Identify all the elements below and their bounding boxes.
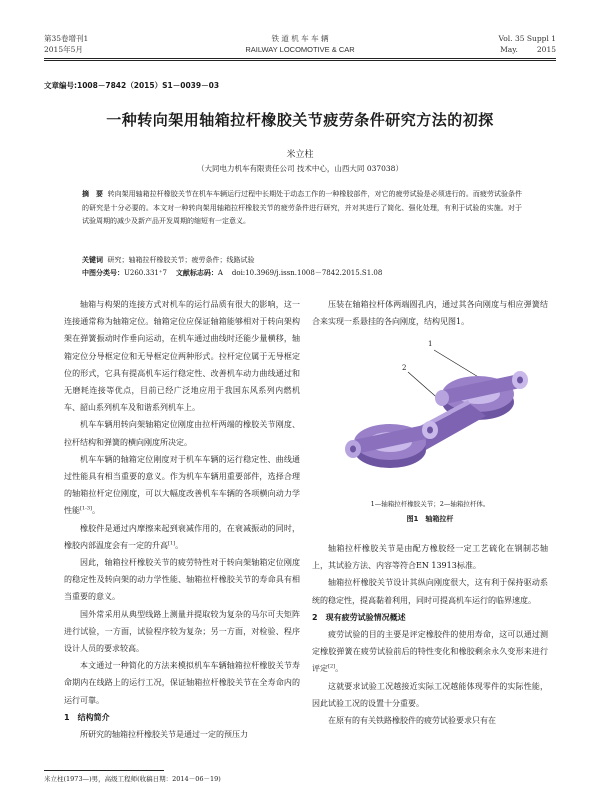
right-column-top [312,296,548,330]
abstract-text: 转向架用轴箱拉杆橡胶关节在机车车辆运行过程中长期处于动态工作的一种橡胶部件，对它的疲劳试验是必须进行的。而疲劳试验条件的研究是十分必要的。本文对一种转向架用轴箱拉杆橡胶关节的疲劳条件进行研究，并对其进行了简化、强化处理，有利于试验的实施。对于试验周期的减少及新产品开发周期的缩短有一定意义。 [82,190,523,225]
paragraph: 压装在轴箱拉杆体两端圆孔内，通过其各向刚度与相应弹簧结合来实现一系悬挂的各向刚度，结构见图1。 [312,300,548,327]
paragraph: 轴箱拉杆橡胶关节是由配方橡胶经一定工艺硫化在钢制芯轴上，其试验方法、内容等符合EN 13913标准。 [312,544,548,571]
paragraph: 轴箱拉杆橡胶关节设计其纵向刚度很大，这有利于保持驱动系统的稳定性，提高黏着利用，同时可提高机车运行的临界速度。 [312,578,548,605]
paragraph: 本文通过一种简化的方法来模拟机车车辆轴箱拉杆橡胶关节寿命期内在线路上的运行工况，保证轴箱拉杆橡胶关节在全寿命内的运行可靠。 [64,661,300,705]
paragraph-end: 。 [91,506,100,516]
abstract [82,188,522,229]
keywords-label: 关键词 [82,256,103,264]
figure-caption-title: 图1 轴箱拉杆 [406,515,454,523]
doc-code-label: 文献标志码： [175,269,218,277]
journal-volume-en: Vol. 35 Suppl 1 [498,34,556,43]
header-rule-thin [44,60,556,61]
figure-caption-parts: 1—轴箱拉杆橡胶关节；2—轴箱拉杆体。 [370,500,490,508]
paragraph: 机车车辆用转向架轴箱定位刚度由拉杆两端的橡胶关节刚度、拉杆结构和弹簧的横向刚度所决定。 [64,420,300,447]
paragraph: 在原有的有关铁路橡胶件的疲劳试验要求只有在 [328,716,496,726]
section-heading-1: 1 结构简介 [64,712,110,722]
author-affiliation: （大同电力机车有限责任公司 技术中心，山西大同 037038） [197,164,403,173]
paragraph: 国外常采用从典型线路上测量并提取较为复杂的马尔可夫矩阵进行试验，一方面，试验程序较为复杂；另一方面，对检验、程序设计人员的要求较高。 [64,609,300,654]
left-column [64,296,300,743]
axle-box-tie-rod-drawing [330,336,550,488]
journal-date-en: May. 2015 [500,45,556,54]
paper-title: 一种转向架用轴箱拉杆橡胶关节疲劳条件研究方法的初探 [106,111,494,129]
paragraph [312,626,548,678]
abstract-label: 摘 要 [82,190,104,198]
journal-name-cn: 铁 道 机 车 车 辆 [271,34,329,43]
citation: [1-3] [80,505,92,512]
footnote-rule [44,770,164,771]
keywords-text: 研究；轴箱拉杆橡胶关节；疲劳条件；线路试验 [107,256,255,264]
paragraph [64,520,300,554]
paragraph-end: 。 [175,540,184,550]
section-heading-2: 2 现有疲劳试验情况概述 [312,612,406,622]
paragraph-text: 橡胶件是通过内摩擦来起到衰减作用的，在衰减振动的同时，橡胶内部温度会有一定的升高 [64,523,300,550]
figure-callout-1: 1 [428,340,433,348]
paragraph: 轴箱与构架的连接方式对机车的运行品质有很大的影响，这一连接通常称为轴箱定位。轴箱定位应保证轴箱能够相对于转向架构架在弹簧振动时作垂向运动，在机车通过曲线时还能少量横移，轴箱定位分导框定位和无导框定位两种形式。拉杆定位属于无导框定位的形式，它具有提高机车运行稳定性、改善机车动力曲线通过和无磨耗连接等优点，目前已经广泛地应用于我国东风系列内燃机车、韶山系列机车及和谐系列机车上。 [64,300,300,413]
paragraph-text: 疲劳试验的目的主要是评定橡胶件的使用寿命，这可以通过测定橡胶弹簧在疲劳试验前后的特性变化和橡胶剩余永久变形来进行评定 [312,630,548,674]
journal-volume: 第35卷增刊1 [44,34,89,43]
classification-line [82,267,542,279]
paragraph-end: 。 [335,664,344,674]
figure-1 [330,336,550,488]
header-rule [44,58,556,59]
clc-code: U260.331⁺7 [124,269,167,277]
footnote: 米立柱(1973—)男，高级工程师(收稿日期：2014－06－19) [44,775,221,783]
paragraph-text: 机车车辆的轴箱定位刚度对于机车车辆的运行稳定性、曲线通过性能具有相当重要的意义。作为机车车辆用重要部件，选择合理的轴箱拉杆定位刚度，可以大幅度改善机车车辆的各项横向动力学性能 [64,454,300,516]
journal-date: 2015年5月 [44,45,83,54]
paragraph: 这就要求试验工况越接近实际工况越能体现零件的实际性能，因此试验工况的设置十分重要。 [312,681,548,708]
keywords [82,254,522,266]
article-number: 文章编号:1008－7842（2015）S1－0039－03 [44,81,220,90]
journal-name-en: RAILWAY LOCOMOTIVE & CAR [245,45,355,54]
figure-callout-2: 2 [402,364,407,372]
citation: [1] [168,540,176,547]
citation: [2] [328,663,336,670]
doi: doi:10.3969/j.issn.1008－7842.2015.S1.08 [231,269,383,277]
paragraph [64,451,300,520]
doc-code: A [217,269,223,277]
clc-label: 中图分类号： [82,269,124,277]
paragraph: 因此，轴箱拉杆橡胶关节的疲劳特性对于转向架轴箱定位刚度的稳定性及转向架的动力学性能、轴箱拉杆橡胶关节的寿命具有相当重要的意义。 [64,558,300,602]
paragraph: 所研究的轴箱拉杆橡胶关节是通过一定的预压力 [80,730,248,740]
author-name: 米立柱 [286,150,314,160]
right-column-bottom [312,540,548,729]
